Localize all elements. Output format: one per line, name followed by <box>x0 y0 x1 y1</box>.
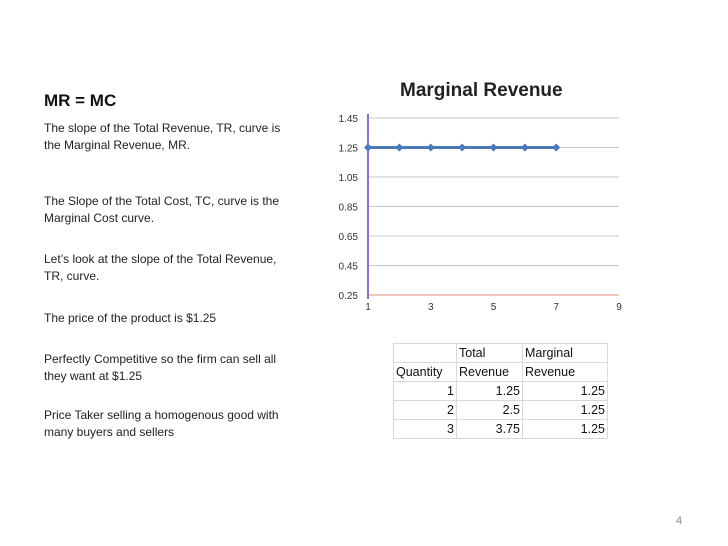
table-header-cell: Revenue <box>523 363 608 382</box>
y-tick-label: 0.25 <box>338 291 358 302</box>
table-cell: 1 <box>394 382 457 401</box>
table-header-cell: Quantity <box>394 363 457 382</box>
paragraph-mc-slope: The Slope of the Total Cost, TC, curve is the Marginal Cost curve. <box>44 194 280 225</box>
x-tick-label: 5 <box>490 302 497 313</box>
data-point <box>552 144 560 152</box>
table-cell: 2.5 <box>457 401 523 420</box>
table-row <box>394 420 608 439</box>
table-cell: 1.25 <box>523 401 608 420</box>
table-header-cell: Revenue <box>457 363 523 382</box>
paragraph-price-taker: Price Taker selling a homogenous good with many buyers and sellers <box>44 408 279 439</box>
table-header-cell: Total <box>457 344 523 363</box>
marginal-revenue-chart <box>320 105 640 320</box>
paragraph-price: The price of the product is $1.25 <box>44 311 217 325</box>
paragraph-perfect-competition: Perfectly Competitive so the firm can sell all they want at $1.25 <box>44 352 277 383</box>
table-row <box>394 401 608 420</box>
table-header-row <box>394 344 608 363</box>
revenue-table <box>393 343 608 439</box>
data-point <box>364 144 372 152</box>
table-cell: 1.25 <box>523 382 608 401</box>
page-number: 4 <box>676 515 683 527</box>
x-tick-label: 3 <box>427 302 434 313</box>
table-header-row <box>394 363 608 382</box>
table-header-cell: Marginal <box>523 344 608 363</box>
data-point <box>395 144 403 152</box>
y-tick-label: 1.25 <box>338 143 358 155</box>
x-tick-label: 1 <box>365 302 371 313</box>
table-header-cell <box>394 344 457 363</box>
table-row <box>394 382 608 401</box>
x-tick-label: 9 <box>616 302 622 313</box>
chart-title: Marginal Revenue <box>400 80 563 101</box>
data-point <box>490 144 498 152</box>
y-tick-label: 0.65 <box>338 232 358 243</box>
slide-heading: MR = MC <box>44 91 117 110</box>
paragraph-mr-slope: The slope of the Total Revenue, TR, curve is the Marginal Revenue, MR. <box>44 121 281 152</box>
table-cell: 3.75 <box>457 420 523 439</box>
table-cell: 3 <box>394 420 457 439</box>
y-tick-label: 1.45 <box>338 114 358 125</box>
x-tick-label: 7 <box>553 302 560 313</box>
y-tick-label: 0.85 <box>338 202 358 214</box>
data-point <box>458 144 466 152</box>
table-cell: 1.25 <box>523 420 608 439</box>
table-cell: 2 <box>394 401 457 420</box>
y-tick-label: 1.05 <box>338 173 358 184</box>
data-point <box>427 144 435 152</box>
data-point <box>521 144 529 152</box>
paragraph-look-slope: Let’s look at the slope of the Total Revenue, TR, curve. <box>44 252 277 283</box>
y-tick-label: 0.45 <box>338 261 358 273</box>
table-cell: 1.25 <box>457 382 523 401</box>
